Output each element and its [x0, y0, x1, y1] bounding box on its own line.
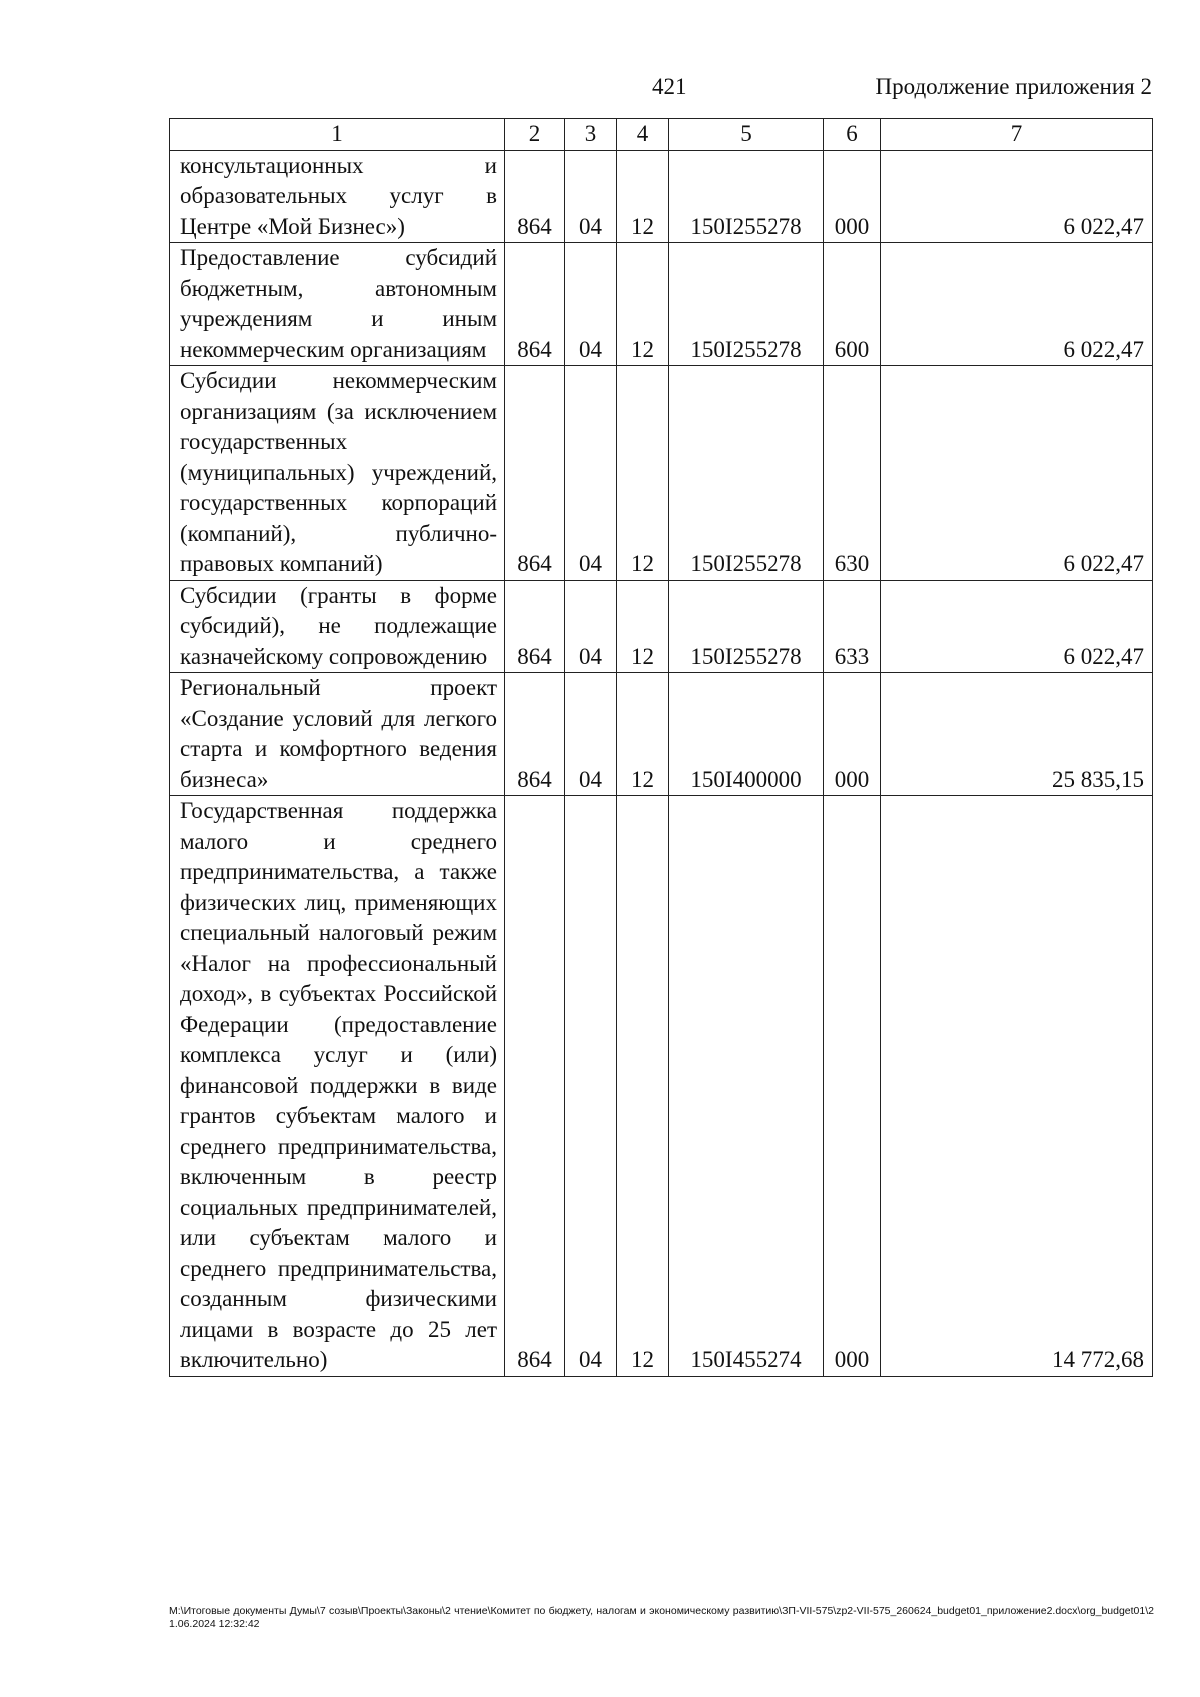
cell-col4: 12 [617, 243, 669, 366]
column-header: 4 [617, 119, 669, 151]
cell-amount: 6 022,47 [881, 243, 1153, 366]
row-description: консультационных и образовательных услуг в Центре «Мой Бизнес») [170, 150, 505, 243]
cell-col2: 864 [505, 796, 565, 1377]
row-description: Государственная поддержка малого и среднего предпринимательства, а также физических лиц, применяющих специальный налоговый режим «Налог на профессиональный доход», в субъектах Российской Федерации (предоставление комплекса услуг и (или) финансовой поддержки в виде грантов субъектам малого и среднего предпринимательства, включенным в реестр социальных предпринимателей, или субъектам малого и среднего предпринимательства, созданным физическими лицами в возрасте до 25 лет включительно) [170, 796, 505, 1377]
row-description: Региональный проект «Создание условий для легкого старта и комфортного ведения бизнеса» [170, 673, 505, 796]
cell-col5: 150I255278 [669, 580, 824, 673]
table-row [170, 243, 1153, 366]
table-row [170, 150, 1153, 243]
budget-table [169, 118, 1153, 1377]
cell-amount: 14 772,68 [881, 796, 1153, 1377]
column-header: 1 [170, 119, 505, 151]
cell-col3: 04 [565, 243, 617, 366]
column-header: 2 [505, 119, 565, 151]
cell-amount: 25 835,15 [881, 673, 1153, 796]
column-header: 6 [824, 119, 881, 151]
cell-col6: 000 [824, 796, 881, 1377]
file-path-footer: M:\Итоговые документы Думы\7 созыв\Проекты\Законы\2 чтение\Комитет по бюджету, налогам и экономическому развитию\ЗП-VII-575\zp2-VII-575_260624_budget01_приложение2.docx\org_budget01\21.06.2024 12:32:42 [169, 1605, 1154, 1630]
table-row [170, 796, 1153, 1377]
cell-col4: 12 [617, 796, 669, 1377]
cell-amount: 6 022,47 [881, 150, 1153, 243]
cell-col4: 12 [617, 150, 669, 243]
cell-col3: 04 [565, 673, 617, 796]
cell-amount: 6 022,47 [881, 366, 1153, 581]
continuation-label: Продолжение приложения 2 [875, 74, 1152, 99]
table-row [170, 580, 1153, 673]
cell-col5: 150I400000 [669, 673, 824, 796]
cell-col2: 864 [505, 366, 565, 581]
cell-col6: 633 [824, 580, 881, 673]
cell-col3: 04 [565, 796, 617, 1377]
row-description: Предоставление субсидий бюджетным, автономным учреждениям и иным некоммерческим организациям [170, 243, 505, 366]
column-header: 5 [669, 119, 824, 151]
column-header: 3 [565, 119, 617, 151]
row-description: Субсидии (гранты в форме субсидий), не подлежащие казначейскому сопровождению [170, 580, 505, 673]
cell-col5: 150I255278 [669, 366, 824, 581]
table-header-row [170, 119, 1153, 151]
cell-col4: 12 [617, 580, 669, 673]
cell-col2: 864 [505, 243, 565, 366]
cell-col3: 04 [565, 366, 617, 581]
cell-col6: 630 [824, 366, 881, 581]
cell-col4: 12 [617, 673, 669, 796]
page-number: 421 [652, 74, 687, 99]
column-header: 7 [881, 119, 1153, 151]
cell-col6: 000 [824, 150, 881, 243]
cell-col5: 150I455274 [669, 796, 824, 1377]
row-description: Субсидии некоммерческим организациям (за исключением государственных (муниципальных) учреждений, государственных корпораций (компаний), публично-правовых компаний) [170, 366, 505, 581]
cell-col2: 864 [505, 150, 565, 243]
cell-col5: 150I255278 [669, 243, 824, 366]
cell-col6: 000 [824, 673, 881, 796]
cell-col3: 04 [565, 580, 617, 673]
cell-col6: 600 [824, 243, 881, 366]
cell-col3: 04 [565, 150, 617, 243]
cell-col5: 150I255278 [669, 150, 824, 243]
cell-col2: 864 [505, 673, 565, 796]
cell-col2: 864 [505, 580, 565, 673]
table-row [170, 673, 1153, 796]
cell-amount: 6 022,47 [881, 580, 1153, 673]
table-row [170, 366, 1153, 581]
cell-col4: 12 [617, 366, 669, 581]
